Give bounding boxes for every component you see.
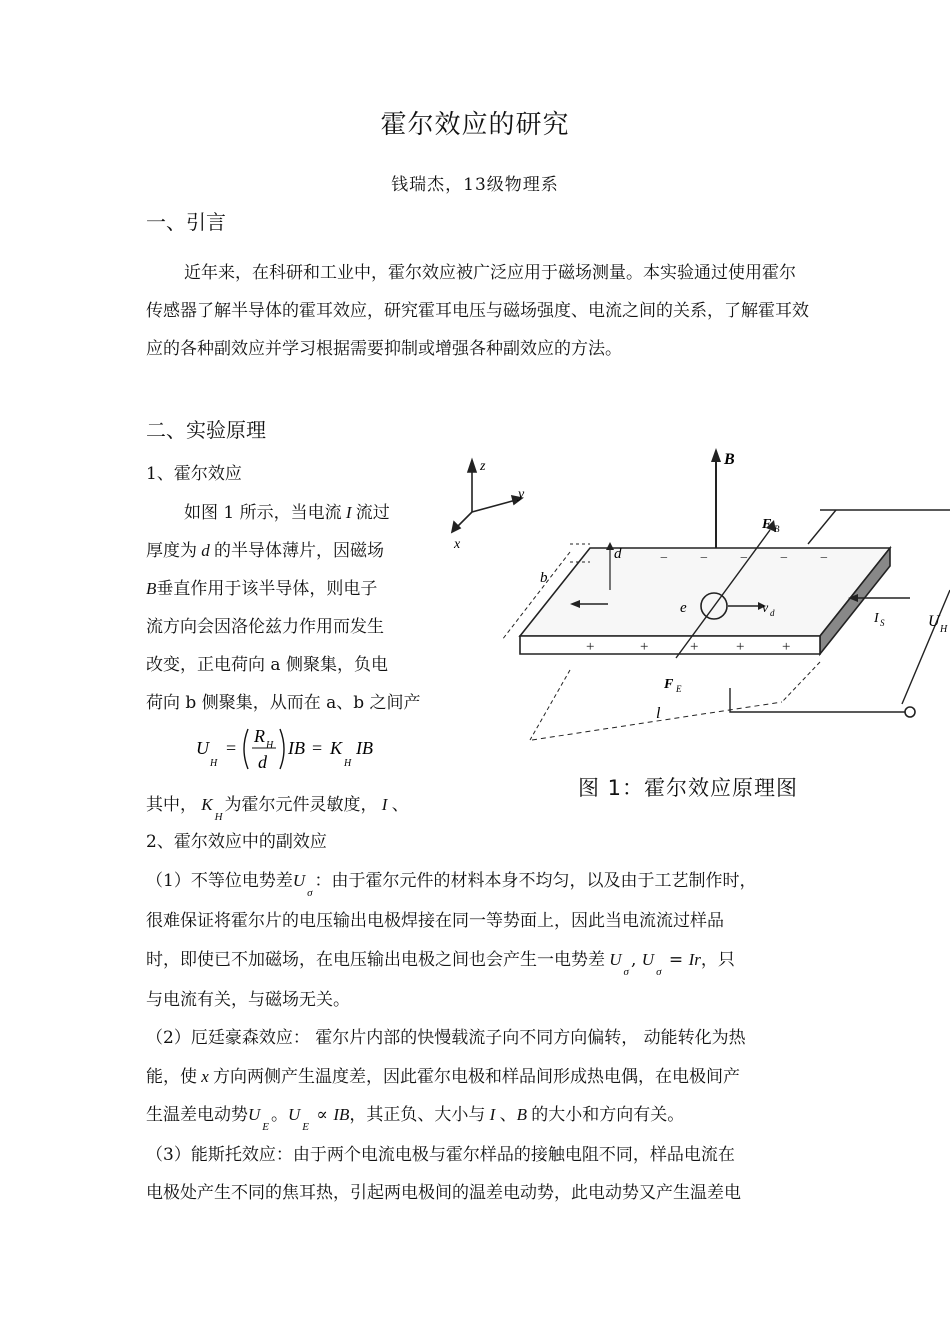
hall-formula [196, 724, 436, 774]
section-heading-principle: 二、实验原理 [146, 418, 266, 442]
svg-text:S: S [880, 618, 885, 628]
svg-text:−: − [660, 551, 668, 566]
intro-paragraph: 近年来，在科研和工业中，霍尔效应被广泛应用于磁场测量。本实验通过使用霍尔传感器了解半导体的霍耳效应，研究霍耳电压与磁场强度、电流之间的关系，了解霍耳效应的各种副效应并学习根据需要抑制或增强各种副效应的方法。 [146, 263, 809, 359]
svg-text:H: H [940, 624, 948, 635]
svg-text:−: − [700, 551, 708, 566]
item1-line-1: （1）不等位电势差$U_\sigma$：由于霍尔元件的材料本身不均匀，以及由于工艺制作时， [146, 871, 757, 899]
page-title: 霍尔效应的研究 [380, 110, 570, 140]
svg-text:−: − [820, 551, 828, 566]
svg-text:B: B [774, 524, 780, 534]
where-line: 其中， $K_H$为霍尔元件灵敏度， I 、 [146, 795, 409, 823]
l-label: l [656, 705, 661, 722]
fb-label: F [762, 517, 772, 532]
formula-eq-2: = [312, 738, 323, 758]
is-label: I [874, 611, 879, 626]
electron-label: e [680, 600, 687, 616]
terminal-icon [905, 707, 915, 717]
formula-r: R [254, 726, 265, 746]
formula-paren-left [244, 729, 248, 769]
item3-line-2: 电极处产生不同的焦耳热，引起两电极间的温差电动势，此电动势又产生温差电 [146, 1183, 741, 1203]
item2-line-2: 能，使 x 方向两侧产生温度差，因此霍尔电极和样品间形成热电偶，在电极间产 [146, 1067, 741, 1087]
hall-text-line-2: 厚度为 d 的半导体薄片，因磁场 [146, 541, 384, 561]
vd-label: v [762, 601, 769, 616]
item1-line-3: 时，即使已不加磁场，在电压输出电极之间也会产生一电势差 $U_\sigma$, $U_\sigma = Ir$，只 [146, 950, 735, 978]
svg-text:+: + [782, 639, 791, 655]
formula-paren-right [280, 729, 284, 769]
formula-eq-1: = [226, 738, 237, 758]
formula-h-sub: H [210, 758, 218, 769]
svg-text:d: d [770, 608, 775, 618]
b-field-label: B [724, 451, 735, 468]
hall-text-line-6: 荷向 b 侧聚集，从而在 a、b 之间产 [146, 693, 421, 713]
item3-line-1: （3）能斯托效应：由于两个电流电极与霍尔样品的接触电阻不同，样品电流在 [146, 1145, 735, 1165]
svg-text:+: + [690, 639, 699, 655]
formula-d: d [258, 752, 267, 772]
section-heading-intro: 一、引言 [146, 210, 226, 234]
hall-text-line-1: 如图 1 所示，当电流 I 流过 [184, 503, 390, 523]
hall-text-line-4: 流方向会因洛伦兹力作用而发生 [146, 617, 384, 637]
subsection-heading-hall: 1、霍尔效应 [146, 464, 242, 484]
subsection-heading-side-effects: 2、霍尔效应中的副效应 [146, 832, 327, 852]
author-line: 钱瑞杰，13级物理系 [391, 175, 559, 195]
formula-h-sub-3: H [344, 758, 352, 769]
axis-z-label: z [480, 459, 486, 474]
svg-text:−: − [740, 551, 748, 566]
svg-text:+: + [736, 639, 745, 655]
item1-line-4: 与电流有关，与磁场无关。 [146, 990, 350, 1010]
axis-x-label: x [454, 537, 461, 552]
formula-ib-2: IB [356, 738, 373, 758]
slab-front-face [520, 636, 820, 654]
b-label: b [540, 570, 548, 586]
axis-y-label: y [518, 487, 525, 502]
item2-line-1: （2）厄廷豪森效应： 霍尔片内部的快慢载流子向不同方向偏转， 动能转化为热 [146, 1028, 746, 1048]
item1-line-2: 很难保证将霍尔片的电压输出电极焊接在同一等势面上，因此当电流流过样品 [146, 911, 724, 931]
hall-text-line-5: 改变，正电荷向 a 侧聚集，负电 [146, 655, 388, 675]
formula-h-sub-2: H [266, 740, 274, 751]
formula-ib-1: IB [288, 738, 305, 758]
item2-line-3: 生温差电动势$U_E$。$U_E$ ∝ IB，其正负、大小与 I 、B 的大小和方向有关。 [146, 1105, 685, 1133]
svg-text:−: − [780, 551, 788, 566]
hall-effect-figure [440, 440, 950, 760]
d-label: d [614, 546, 622, 562]
fe-label: F [664, 677, 674, 692]
hall-text-line-3: B垂直作用于该半导体，则电子 [146, 579, 378, 599]
svg-text:E: E [676, 684, 682, 694]
svg-text:+: + [640, 639, 649, 655]
formula-k: K [330, 738, 343, 758]
figure-caption: 图 1：霍尔效应原理图 [578, 776, 799, 800]
formula-u: U [196, 738, 209, 758]
uh-label: U [928, 613, 940, 630]
svg-text:+: + [586, 639, 595, 655]
axes-icon [452, 460, 522, 532]
